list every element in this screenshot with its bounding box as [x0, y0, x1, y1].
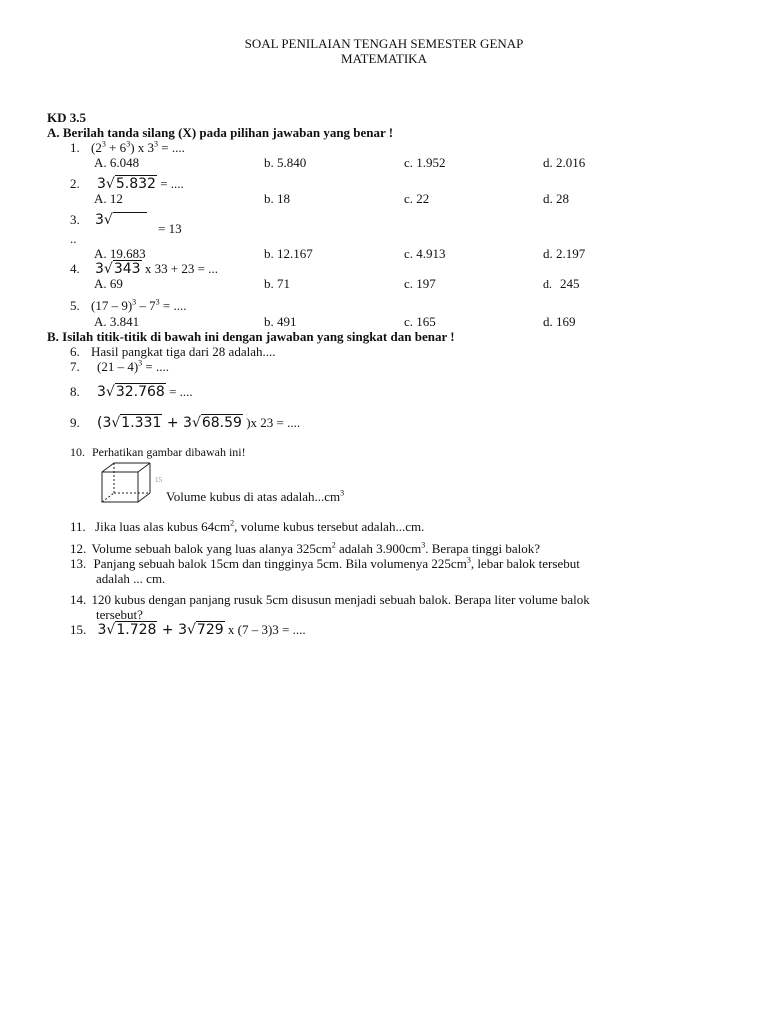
q7-expression: (21 – 4)$^3$ = .... [97, 358, 170, 374]
cube-root: √68.59 [191, 415, 242, 431]
question-2: 2. 3√5.832 = .... [70, 176, 184, 192]
title-line-1: SOAL PENILAIAN TENGAH SEMESTER GENAP [244, 36, 524, 51]
q2-option-b: b. 18 [264, 191, 290, 206]
question-5: 5. $(17 - 9)^3 - 7^3$ = .... [70, 297, 187, 313]
question-3: 3. 3√ [70, 212, 147, 228]
q3-option-a: A. 19.683 [94, 246, 146, 261]
section-a-heading: A. Berilah tanda silang (X) pada pilihan jawaban yang benar ! [47, 125, 394, 140]
question-13: 13. Panjang sebuah balok 15cm dan tingginya 5cm. Bila volumenya $225cm^3$, lebar balok tersebut [70, 555, 580, 571]
question-9: 9. (3√1.331 + 3√68.59 )x 23 = .... [70, 415, 301, 431]
question-12: 12. Volume sebuah balok yang luas alanya $325cm^2$ adalah $3.900cm^3$. Berapa tinggi balok? [70, 540, 541, 556]
q3-option-b: b. 12.167 [264, 246, 313, 261]
q5-option-b: b. 491 [264, 314, 297, 329]
q1-option-a: A. 6.048 [94, 155, 140, 170]
question-4: 4. 3√343 x 33 + 23 = ... [70, 261, 218, 277]
cube-root: √729 [186, 622, 224, 638]
question-7: 7. (21 – 4)$^3$ = .... [70, 358, 170, 374]
cube-edge-label: 15 [155, 476, 162, 484]
cube-root: √1.728 [106, 622, 157, 638]
cube-figure [101, 462, 157, 504]
question-6: 6. Hasil pangkat tiga dari 28 adalah.... [70, 344, 276, 359]
cube-root: √1.331 [111, 415, 162, 431]
title-line-2: MATEMATIKA [341, 51, 427, 66]
q3-result: = 13 [158, 221, 182, 236]
q5-expression: $(17 - 9)^3 - 7^3$ = .... [91, 297, 187, 313]
section-b-heading: B. Isilah titik-titik di bawah ini dengan jawaban yang singkat dan benar ! [47, 329, 455, 344]
q13-line-2: adalah ... cm. [96, 571, 166, 586]
question-14: 14. 120 kubus dengan panjang rusuk 5cm disusun menjadi sebuah balok. Berapa liter volume balok [70, 592, 590, 607]
cube-root: √5.832 [105, 176, 156, 192]
q10-caption: Volume kubus di atas $adalah...cm^3$ [166, 488, 345, 504]
cube-root: √ [104, 212, 147, 228]
q2-option-a: A. 12 [94, 191, 123, 206]
q5-option-c: c. 165 [404, 314, 436, 329]
q5-option-a: A. 3.841 [94, 314, 140, 329]
q1-option-d: d. 2.016 [543, 155, 586, 170]
q1-expression: $(2^3 + 6^3)$ x $3^3$ = .... [91, 139, 185, 155]
q14-line-2: tersebut? [96, 607, 143, 622]
q2-option-d: d. 28 [543, 191, 569, 206]
cube-root: √32.768 [105, 384, 165, 400]
question-8: 8. 3√32.768 = .... [70, 384, 193, 400]
question-11: 11. Jika luas alas kubus $64cm^2$, volume kubus tersebut adalah...cm. [70, 518, 425, 534]
kd-label: KD 3.5 [47, 110, 86, 125]
question-1: 1. $(2^3 + 6^3)$ x $3^3$ = .... [70, 139, 185, 155]
q4-option-c: c. 197 [404, 276, 436, 291]
q3-option-c: c. 4.913 [404, 246, 446, 261]
cube-root: √343 [103, 261, 141, 277]
q4-option-b: b. 71 [264, 276, 290, 291]
q2-option-c: c. 22 [404, 191, 430, 206]
q1-option-b: b. 5.840 [264, 155, 307, 170]
q4-option-d: d. 245 [543, 276, 580, 291]
q3-option-d: d. 2.197 [543, 246, 586, 261]
question-10: 10. Perhatikan gambar dibawah ini! [70, 445, 246, 459]
q4-option-a: A. 69 [94, 276, 123, 291]
q1-option-c: c. 1.952 [404, 155, 446, 170]
q5-option-d: d. 169 [543, 314, 576, 329]
question-15: 15. 3√1.728 + 3√729 x (7 – 3)3 = .... [70, 622, 306, 638]
q3-dots: .. [70, 231, 77, 246]
